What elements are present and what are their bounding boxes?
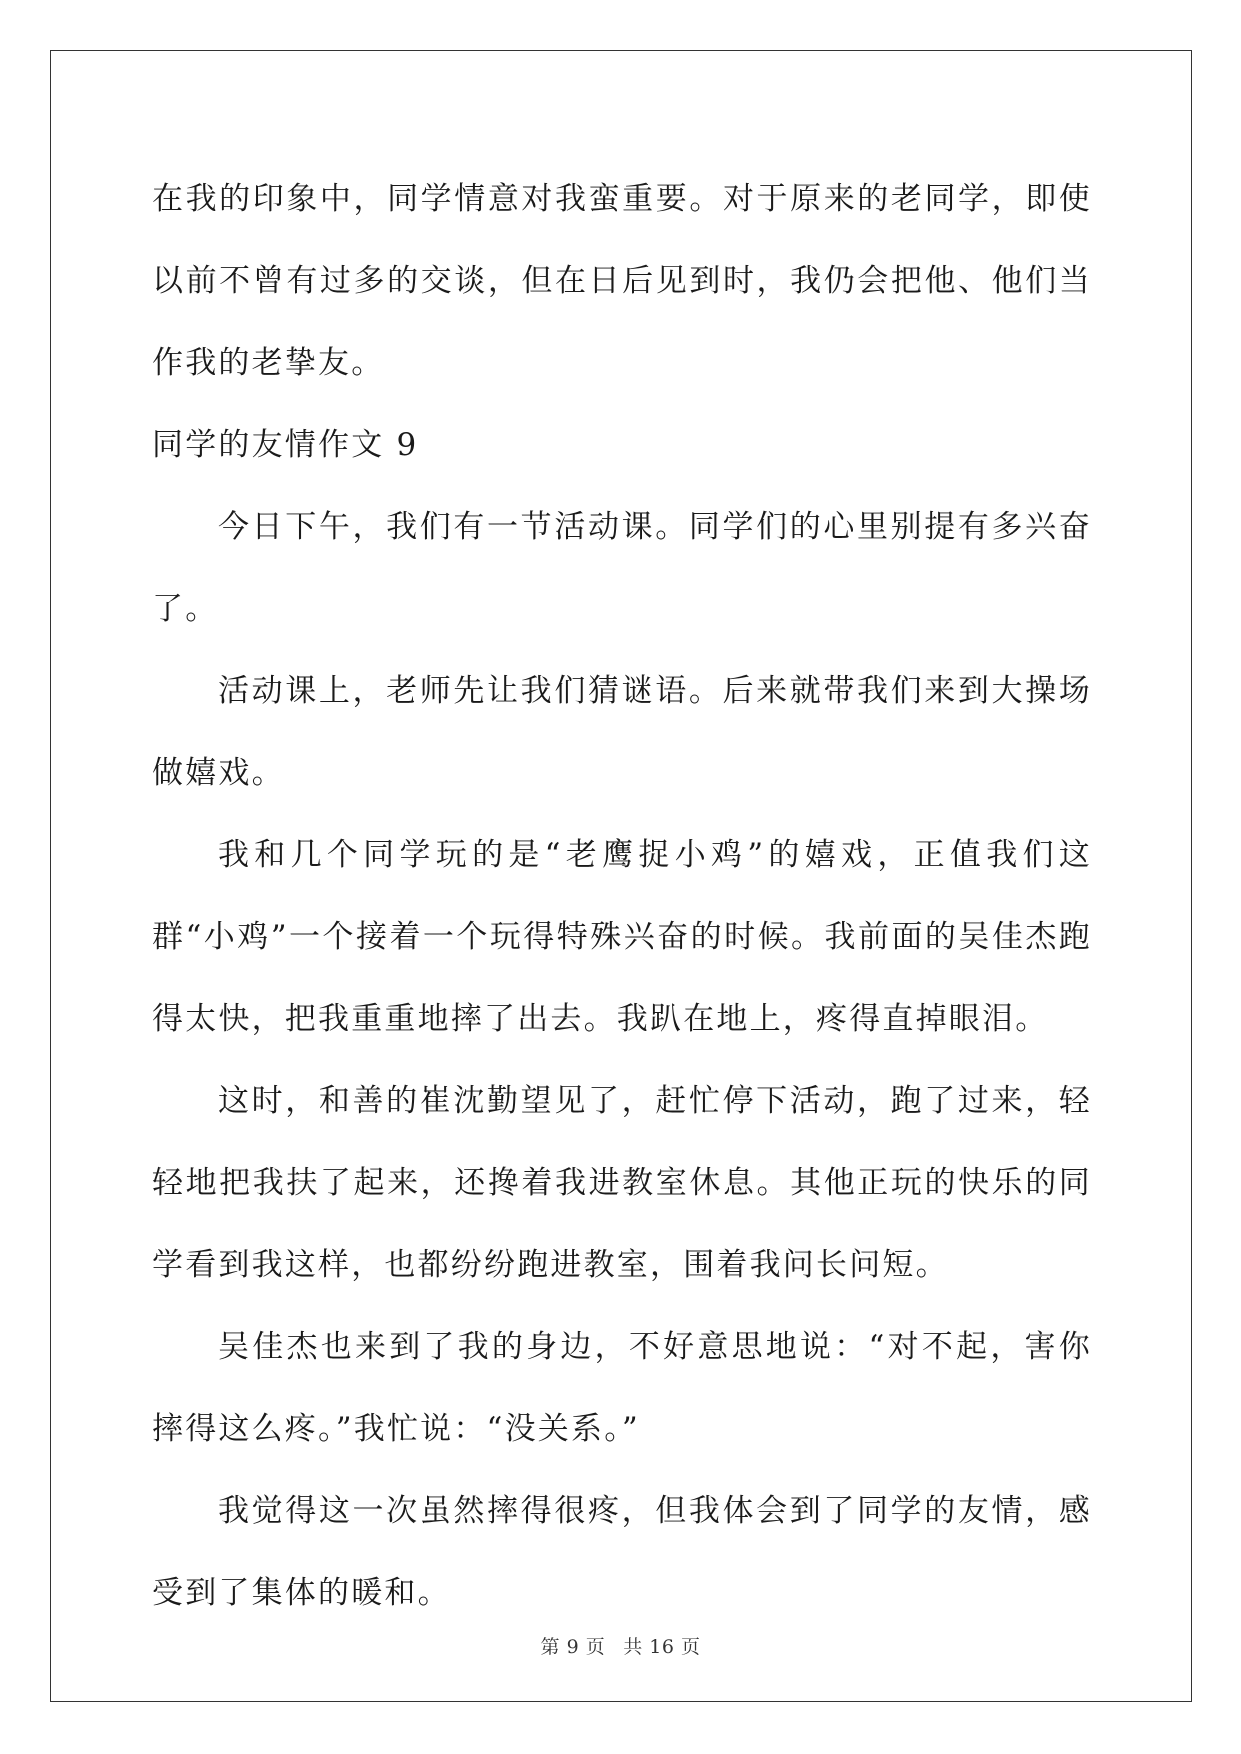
paragraph-6: 吴佳杰也来到了我的身边，不好意思地说：“对不起，害你摔得这么疼。”我忙说：“没关系。”: [152, 1329, 1092, 1447]
page-number: 第 9 页: [540, 1636, 606, 1658]
paragraph-1: 在我的印象中，同学情意对我蛮重要。对于原来的老同学，即使以前不曾有过多的交谈，但在日后见到时，我仍会把他、他们当作我的老挚友。: [152, 181, 1092, 381]
paragraph-5: 这时，和善的崔沈勤望见了，赶忙停下活动，跑了过来，轻轻地把我扶了起来，还搀着我进教室休息。其他正玩的快乐的同学看到我这样，也都纷纷跑进教室，围着我问长问短。: [152, 1083, 1092, 1283]
paragraph-4: 我和几个同学玩的是“老鹰捉小鸡”的嬉戏，正值我们这群“小鸡”一个接着一个玩得特殊兴奋的时候。我前面的吴佳杰跑得太快，把我重重地摔了出去。我趴在地上，疼得直掉眼泪。: [152, 837, 1092, 1037]
paragraph-2: 今日下午，我们有一节活动课。同学们的心里别提有多兴奋了。: [152, 509, 1092, 627]
section-heading: 同学的友情作文 9: [152, 427, 419, 463]
page-footer: [0, 1632, 1241, 1659]
paragraph-7: 我觉得这一次虽然摔得很疼，但我体会到了同学的友情，感受到了集体的暖和。: [152, 1493, 1092, 1611]
page-total: 共 16 页: [623, 1636, 701, 1658]
paragraph-3: 活动课上，老师先让我们猜谜语。后来就带我们来到大操场做嬉戏。: [152, 673, 1092, 791]
document-body: [152, 158, 1092, 1634]
